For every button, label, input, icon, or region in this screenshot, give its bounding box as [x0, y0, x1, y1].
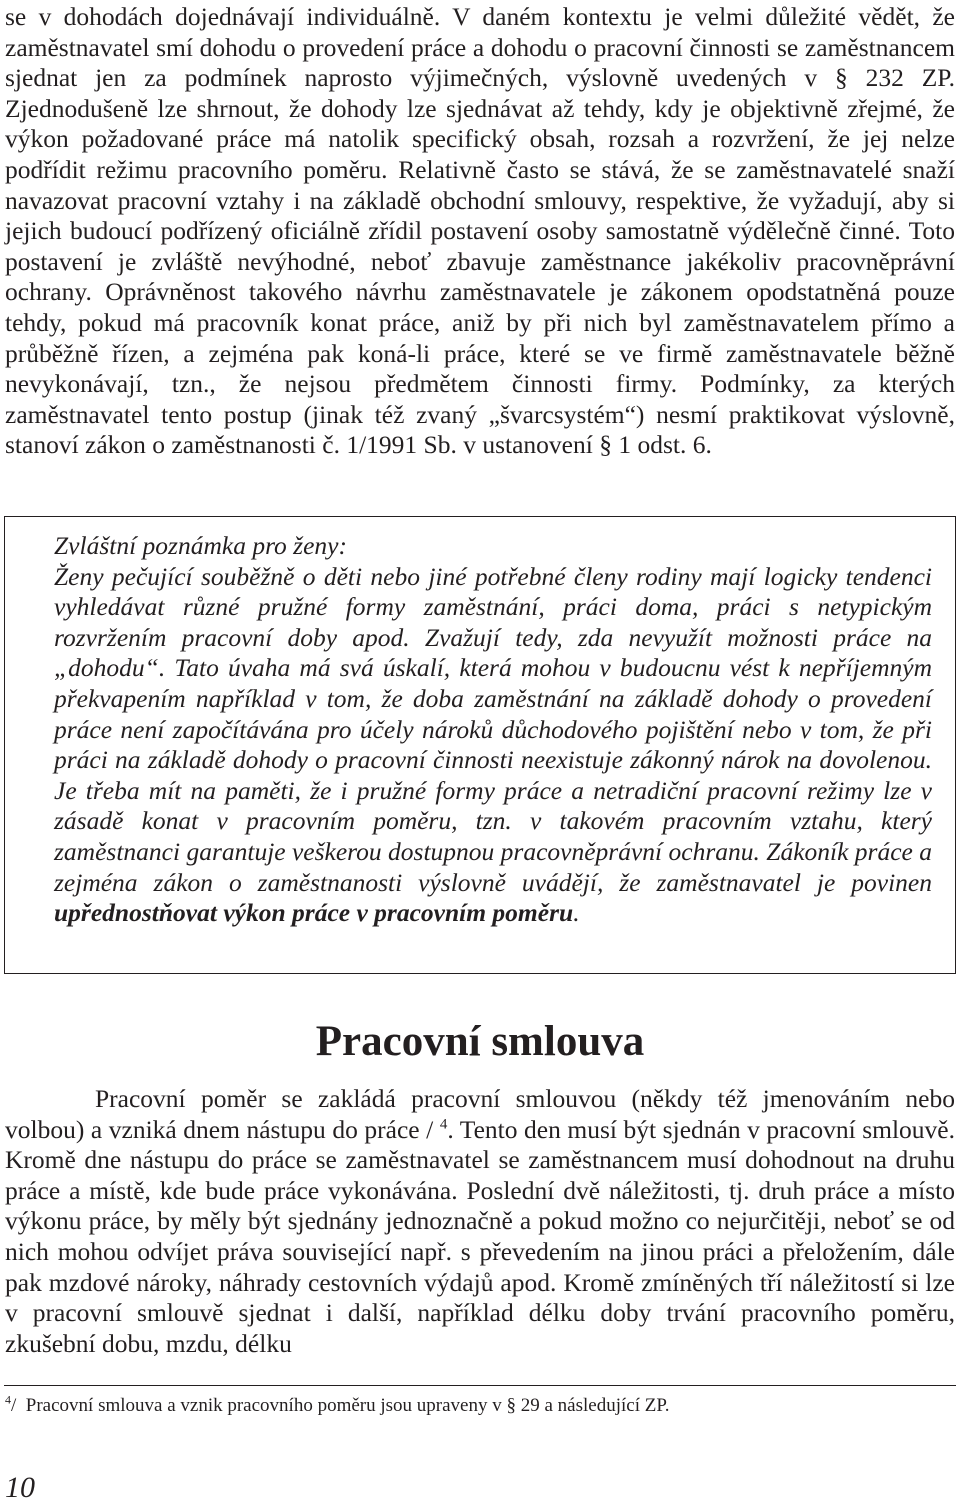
section-paragraph-start: Pracovní poměr se zakládá pracovní smlouvou (někdy též jmenováním nebo volbou) a vzniká dnem nástupu do práce / — [5, 1084, 955, 1144]
section-paragraph-rest: . Tento den musí být sjednán v pracovní smlouvě. Kromě dne nástupu do práce se zaměstnavatel se zaměstnancem musí dohodnout na druhu práce a místě, kde bude práce vykonávána. Poslední dvě náležitosti, tj. druh práce a místo výkonu práce, by měly být sjednány jednoznačně a pokud možno co nejurčitěji, neboť se od nich mohou odvíjet práva související např. s převedením na jinou práci a přeložením, dále pak mzdové nároky, náhrady cestovních výdajů apod. Kromě zmíněných tří náležitostí si lze v pracovní smlouvě sjednat i další, například délku doby trvání pracovního poměru, zkušební dobu, mzdu, délku — [5, 1114, 955, 1358]
section-heading: Pracovní smlouva — [315, 1018, 645, 1065]
footnote-marker: / — [11, 1395, 17, 1416]
footnote — [5, 1394, 955, 1418]
body-paragraph: se v dohodách dojednávají individuálně. V daném kontextu je velmi důležité vědět, že zaměstnavatel smí dohodu o provedení práce a dohodu o pracovní činnosti se zaměstnancem sjednat jen za podmínek naprosto výjimečných, výslovně uvedených v § 232 ZP. Zjednodušeně lze shrnout, že dohody lze sjednávat až tehdy, kdy je objektivně zřejmé, že výkon požadované práce má natolik specifický obsah, rozsah a rozvržení, že jej nelze podřídit režimu pracovního poměru. Relativně často se stává, že se zaměstnavatelé snaží navazovat pracovní vztahy i na základě obchodní smlouvy, respektive, že vyžadují, aby si jejich budoucí podřízený oficiálně zřídil postavení osoby samostatně výdělečně činné. Toto postavení je zvláště nevýhodné, neboť zbavuje zaměstnance jakékoliv pracovněprávní ochrany. Oprávněnost takového návrhu zaměstnavatele je zákonem opodstatněná pouze tehdy, pokud má pracovník konat práce, aniž by při nich byl zaměstnavatelem přímo a průběžně řízen, a zejména pak koná-li práce, které se ve firmě zaměstnavatele běžně nevykonávají, tzn., že nejsou předmětem činnosti firmy. Podmínky, za kterých zaměstnavatel tento postup (jinak též zvaný „švarcsystém“) nesmí praktikovat výslovně, stanoví zákon o zaměstnanosti č. 1/1991 Sb. v ustanovení § 1 odst. 6. — [5, 2, 955, 460]
note-end: . — [573, 898, 580, 928]
footnote-ref: 4 — [439, 1116, 448, 1133]
footnote-number: 4 — [5, 1392, 11, 1407]
page-number: 10 — [5, 1471, 35, 1504]
note-emphasis: upřednostňovat výkon práce v pracovním poměru — [54, 898, 574, 928]
note-box — [4, 516, 956, 974]
section-paragraph — [5, 1084, 955, 1359]
note-content — [54, 531, 932, 929]
note-text — [54, 562, 932, 929]
footnote-divider — [4, 1385, 956, 1386]
footnote-text: Pracovní smlouva a vznik pracovního poměru jsou upraveny v § 29 a následující ZP. — [25, 1395, 670, 1416]
note-body: Ženy pečující souběžně o děti nebo jiné potřebné členy rodiny mají logicky tendenci vyhledávat různé pružné formy zaměstnání, práci doma, práci s netypickým rozvržením pracovní doby apod. Zvažují tedy, zda nevyužít možnosti práce na „dohodu“. Tato úvaha má svá úskalí, která mohou v budoucnu vést k nepříjemným překvapením například v tom, že doba zaměstnání na základě dohody o provedení práce není započítávána pro účely nároků důchodového pojištění nebo v tom, že při práci na základě dohody o pracovní činnosti neexistuje zákonný nárok na dovolenou. Je třeba mít na paměti, že i pružné formy práce a netradiční pracovní režimy lze v zásadě konat v pracovním poměru, tzn. v takovém pracovním vztahu, který zaměstnanci garantuje veškerou dostupnou pracovněprávní ochranu. Zákoník práce a zejména zákon o zaměstnanosti výslovně uvádějí, že zaměstnavatel je povinen — [54, 561, 932, 897]
note-title: Zvláštní poznámka pro ženy: — [54, 531, 347, 560]
